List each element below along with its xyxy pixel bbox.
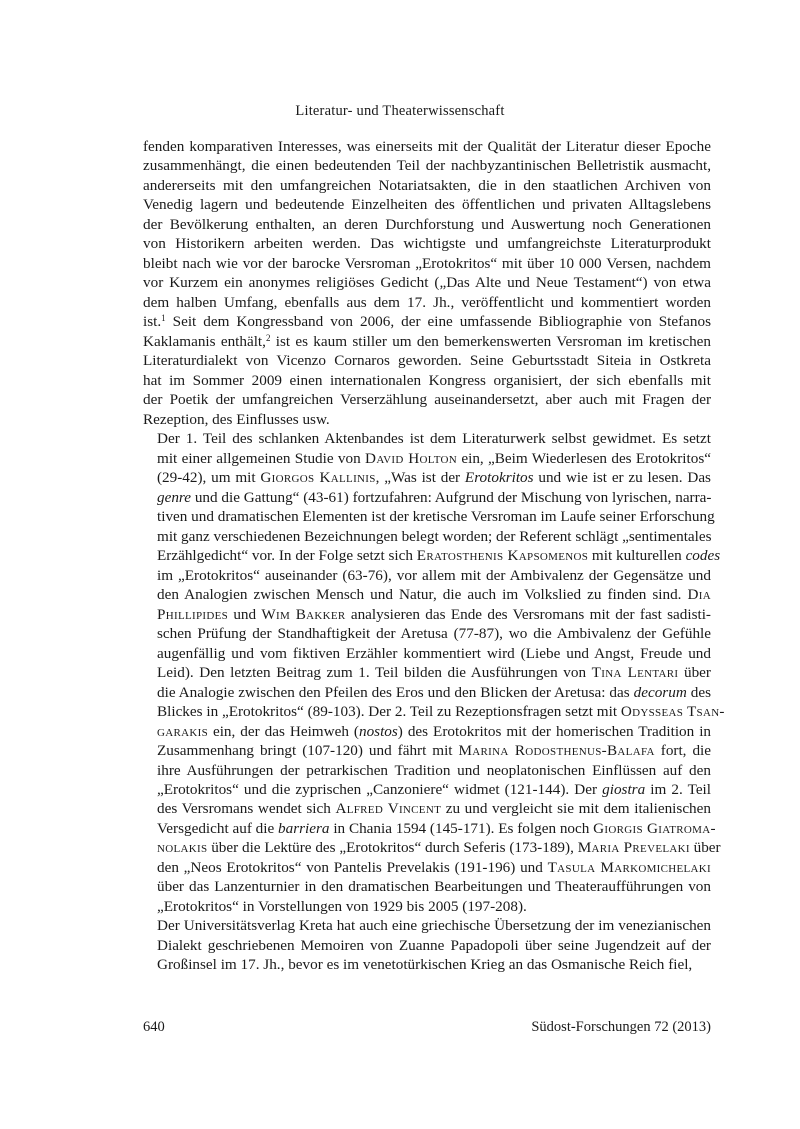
text-line — [143, 468, 711, 487]
text-line — [143, 176, 711, 195]
text-run: ist. — [143, 313, 162, 331]
text-run: Dialekt geschriebenen Memoiren von Zuanne Papadopoli über seine Jugendzeit auf der — [157, 936, 711, 954]
text-line — [143, 780, 711, 799]
author-name: nolakis — [157, 839, 208, 857]
author-name: Wim Bakker — [261, 605, 346, 623]
text-run: Kaklamanis enthält, — [143, 332, 266, 350]
text-line — [143, 254, 711, 273]
text-run: ein, der das Heimweh ( — [208, 722, 359, 740]
text-line — [143, 644, 711, 663]
text-run: hat im Sommer 2009 einen internationalen Kongress organisiert, der sich ebenfalls mit — [143, 371, 711, 389]
text-run: vor Kurzem ein anonymes religiöses Gedicht („Das Alte und Neue Testament“) von etwa — [143, 274, 711, 292]
text-line — [143, 293, 711, 312]
text-run: dem halben Umfang, ebenfalls aus dem 17. Jh., veröffentlicht und kommentiert worden — [143, 293, 711, 311]
text-run: bleibt nach wie vor der barocke Versroman „Erotokritos“ mit über 10 000 Versen, nachdem — [143, 254, 711, 272]
text-run: über das Lanzenturnier in den dramatischen Bearbeitungen und Theateraufführungen von — [157, 878, 711, 896]
text-run: die Analogie zwischen den Pfeilen des Eros und den Blicken der Aretusa: das — [157, 683, 634, 701]
text-run: von Historikern arbeiten werden. Das wichtigste und umfangreichste Literaturprodukt — [143, 235, 711, 253]
author-name: Alfred Vincent — [335, 800, 442, 818]
text-run: des Versromans wendet sich — [157, 800, 336, 818]
text-line — [143, 955, 711, 974]
text-line — [143, 215, 711, 234]
text-line — [143, 546, 721, 565]
text-run: zusammenhängt, die einen bedeutenden Teil der nachbyzantinischen Belletristik ausmacht, — [143, 157, 711, 175]
footnote-marker: 1 — [161, 313, 166, 324]
text-line — [143, 527, 711, 546]
text-run: Seit dem Kongressband von 2006, der eine umfassende Bibliographie von Stefanos — [165, 313, 711, 331]
text-line — [143, 683, 711, 702]
text-run: andererseits mit den umfangreichen Notariatsakten, die in den staatlichen Archiven von — [143, 176, 711, 194]
text-run: über — [689, 839, 721, 857]
text-line — [143, 585, 711, 604]
text-run: im 2. Teil — [645, 780, 711, 798]
author-name: Phillipides — [157, 605, 229, 623]
journal-citation: Südost-Forschungen 72 (2013) — [531, 1019, 711, 1035]
paragraph — [143, 137, 711, 429]
author-name: garakis — [157, 722, 208, 740]
text-run: des — [686, 683, 712, 701]
author-name: Eratosthenis Kapsomenos — [416, 547, 589, 565]
text-run: Erzählgedicht“ vor. In der Folge setzt sich — [157, 547, 417, 565]
text-line — [143, 137, 711, 156]
text-line — [143, 390, 711, 409]
text-run: Blickes in „Erotokritos“ (89-103). Der 2. Teil zu Rezeptionsfragen setzt mit — [157, 703, 621, 721]
author-name: David Holton — [365, 449, 458, 467]
text-line — [143, 819, 716, 838]
page-number: 640 — [143, 1019, 165, 1035]
text-line — [143, 761, 711, 780]
text-line — [143, 838, 721, 857]
text-run: Zusammenhang bringt (107-120) und fährt mit — [157, 742, 459, 760]
running-head: Literatur- und Theaterwissenschaft — [295, 103, 505, 119]
text-run: und die Gattung“ (43-61) fortzufahren: Aufgrund der Mischung von lyrischen, narra- — [191, 488, 712, 506]
author-name: Giorgos Kallinis — [260, 469, 376, 487]
text-line — [143, 916, 711, 935]
italic-term: Erotokritos — [464, 469, 534, 487]
text-run: ist es kaum stiller um den bemerkenswerten Versroman im kretischen — [270, 332, 711, 350]
text-run: im „Erotokritos“ auseinander (63-76), vor allem mit der Ambivalenz der Gegensätze und — [157, 566, 711, 584]
text-run: (29-42), um mit — [157, 469, 261, 487]
text-run: Leid). Den letzten Beitrag zum 1. Teil bilden die Ausführungen von — [157, 664, 592, 682]
text-line — [143, 663, 711, 682]
italic-term: genre — [157, 488, 192, 506]
text-line — [143, 449, 711, 468]
text-run: Großinsel im 17. Jh., bevor es im venetotürkischen Krieg an das Osmanische Reich fiel, — [157, 956, 693, 974]
text-line — [143, 312, 711, 331]
text-line — [143, 371, 711, 390]
italic-term: nostos — [358, 722, 398, 740]
text-run: , „Was ist der — [375, 469, 465, 487]
text-line — [143, 858, 711, 877]
text-line — [143, 351, 711, 370]
text-run: den „Neos Erotokritos“ von Pantelis Prevelakis (191-196) und — [157, 858, 548, 876]
italic-term: barriera — [278, 819, 330, 837]
text-run: den Analogien zwischen Mensch und Natur, die auch im Volkslied zu finden sind. — [157, 586, 688, 604]
text-line — [143, 410, 711, 429]
text-run: fort, die — [654, 742, 711, 760]
text-run: Der Universitätsverlag Kreta hat auch eine griechische Übersetzung der im venezianischen — [157, 917, 711, 935]
text-line — [143, 429, 711, 448]
text-line — [143, 156, 711, 175]
text-run: über die Lektüre des „Erotokritos“ durch Seferis (173-189), — [207, 839, 578, 857]
text-line — [143, 897, 711, 916]
text-run: augenfällig und vom fiktiven Erzähler kommentiert wird (Liebe und Angst, Freude und — [157, 644, 711, 662]
italic-term: codes — [685, 547, 721, 565]
text-run: mit kulturellen — [588, 547, 686, 565]
text-run: Versgedicht auf die — [157, 819, 279, 837]
text-line — [143, 936, 711, 955]
text-line — [143, 507, 715, 526]
text-run: tiven und dramatischen Elementen ist der kretische Versroman im Laufe seiner Erforschung — [157, 508, 715, 526]
text-line — [143, 273, 711, 292]
text-line — [143, 566, 711, 585]
author-name: Odysseas Tsan- — [620, 703, 725, 721]
italic-term: decorum — [633, 683, 687, 701]
text-run: in Chania 1594 (145-171). Es folgen noch — [329, 819, 594, 837]
text-run: fenden komparativen Interesses, was einerseits mit der Qualität der Literatur dieser Epoche — [143, 138, 711, 155]
text-run: schen Prüfung der Standhaftigkeit der Aretusa (77-87), wo die Ambivalenz der Gefühle — [157, 625, 711, 643]
author-name: Tina Lentari — [591, 664, 679, 682]
text-line — [143, 332, 711, 351]
text-run: mit ganz verschiedenen Bezeichnungen belegt worden; der Referent schlägt „sentimentales — [157, 527, 712, 545]
footnote-marker: 2 — [265, 332, 271, 343]
text-run: und — [228, 605, 262, 623]
text-line — [143, 195, 711, 214]
text-line — [143, 741, 711, 760]
text-run: der Bevölkerung enthalten, an deren Durchforstung und Auswertung noch Generationen — [143, 215, 711, 233]
text-run: ) des Erotokritos mit der homerischen Tradition in — [397, 722, 712, 740]
text-line — [143, 722, 711, 741]
text-run: mit einer allgemeinen Studie von — [157, 449, 366, 467]
text-run: und wie ist er zu lesen. Das — [533, 469, 711, 487]
text-run: Literaturdialekt von Vicenzo Cornaros geworden. Seine Geburtsstadt Siteia in Ostkreta — [143, 352, 711, 370]
article-body — [143, 137, 725, 975]
text-run: ihre Ausführungen der petrarkischen Tradition und neoplatonischen Einflüssen auf den — [157, 761, 711, 779]
text-run: „Erotokritos“ und die zyprischen „Canzoniere“ widmet (121-144). Der — [157, 780, 603, 798]
text-run: analysieren das Ende des Versromans mit der fast sadisti- — [345, 605, 711, 623]
author-name: Tasula Markomichelaki — [547, 858, 711, 876]
text-run: Venedig lagern und bedeutende Einzelheiten des öffentlichen und privaten Alltagslebens — [143, 196, 711, 214]
text-line — [143, 877, 711, 896]
text-run: Rezeption, des Einflusses usw. — [143, 410, 330, 428]
paragraph — [143, 916, 711, 974]
author-name: Marina Rodosthenus-Balafa — [458, 742, 655, 760]
text-run: der Poetik der umfangreichen Verserzählung auseinandersetzt, aber auch mit Fragen der — [143, 391, 711, 409]
author-name: Maria Prevelaki — [577, 839, 690, 857]
author-name: Giorgis Giatroma- — [593, 819, 716, 837]
text-line — [143, 234, 711, 253]
text-run: über — [678, 664, 711, 682]
text-run: zu und vergleicht sie mit dem italienischen — [441, 800, 711, 818]
text-line — [143, 799, 711, 818]
text-line — [143, 605, 711, 624]
text-line — [143, 702, 725, 721]
text-run: Der 1. Teil des schlanken Aktenbandes ist dem Literaturwerk selbst gewidmet. Es setzt — [157, 430, 711, 448]
text-run: ein, „Beim Wiederlesen des Erotokritos“ — [457, 449, 711, 467]
paragraph — [143, 429, 725, 916]
italic-term: giostra — [602, 780, 646, 798]
text-line — [143, 624, 711, 643]
author-name: Dia — [687, 586, 711, 604]
text-line — [143, 488, 711, 507]
text-run: „Erotokritos“ in Vorstellungen von 1929 bis 2005 (197-208). — [157, 897, 527, 915]
